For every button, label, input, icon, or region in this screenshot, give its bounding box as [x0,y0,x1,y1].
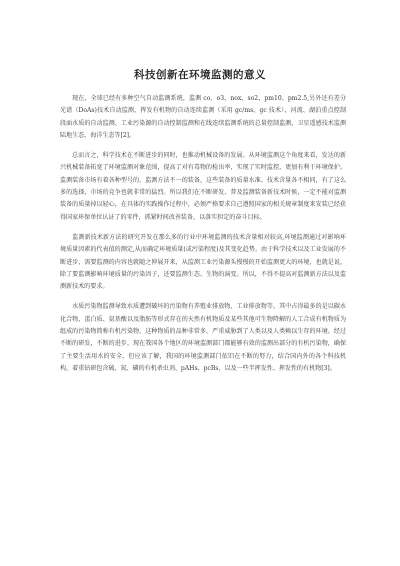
document-body [60,93,346,375]
document-title: 科技创新在环境监测的意义 [134,69,266,81]
paragraph: 水质污染物监测导致水质遭到破坏的污染物有养殖业排放物、工业排放物等，其中占得最多的是以碳水化合物、蛋白质、氨基酸以及脂肪等形式存在的天然有机物质及某些其他可生物降解的人工合成有机物质为组成的污染物简称有机污染物，这种物质的品种非常多，严重威胁到了人类以及人类赖以生存的环境。经过不断的研发，不断的进步，现在我国各个地区的环境监测部门都能够有效的监测出部分的有机污染物，确保了主要生活用水的安全，但应该了解，我国的环境监测部门依旧在不断的努力，结合国内外的各个科技机构，着重钻研包含硫、氮、磷的有机杀虫剂、pAHs、pcBs，以及一些半挥发性、挥发性的有机物[3]。 [60,303,346,372]
paragraph: 现在，全球已经有多种空气自动监测系统，监测 co、o3、nox、so2、pm10、pm2.5,另外还有差分光谱（DoAs)技术自动监测、挥发有机物的自动连续监测（采用 gc/ms、gc 技术）、河流、湖泊重点控制段面水质的自动监测、工业污染源的自动控制监测和在线连续监测系统的总量控制监测、卫星遥感技术监测陆地生态、海洋生态等[2]。 [60,95,346,139]
paragraph: 总而言之，科学技术在不断进步的同时，也推动机械设备的发展。从环境监测这个角度来看，发达的新兴机械装备拓宽了环境监测对象范围，提高了对有毒物的检出率，实现了实时监控，更加有利于环境保护。监测装备市场有着各种型号的，监测方法不一的装备，这些装备的质量水准、技术含量各不相同，有了这么多的选择，市场的竞争也就非常的猛烈。所以我们在不断研发、普及监测装备新技术时候，一定不能对监测装备的质量掉以轻心，在具体的实践操作过程中，必须严格要求自己遵照国家的相关规章制度来安装已经获得国家环保单位认证了的零件，抓紧时间改善装备，以落实担定的奋斗目标。 [60,152,346,221]
paragraph: 监测新技术新方法的研究开发在那么多的行业中环境监测的技术含量相对较高,环境监测通过对影响环境质量因素的代表值的测定,从而确定环境质量(或污染程度)及其变化趋势。由于科学技术以及工业发展的不断进步，需要监测的内容也就随之伸展开来，从监测工业污染源头慢慢的开始监测更大的环境，也就是说，除了要监测影响环境质量的污染因子，还要监测生态、生物的演变。所以，不得不提高对监测新方法以及监测新技术的要求。 [60,233,346,291]
